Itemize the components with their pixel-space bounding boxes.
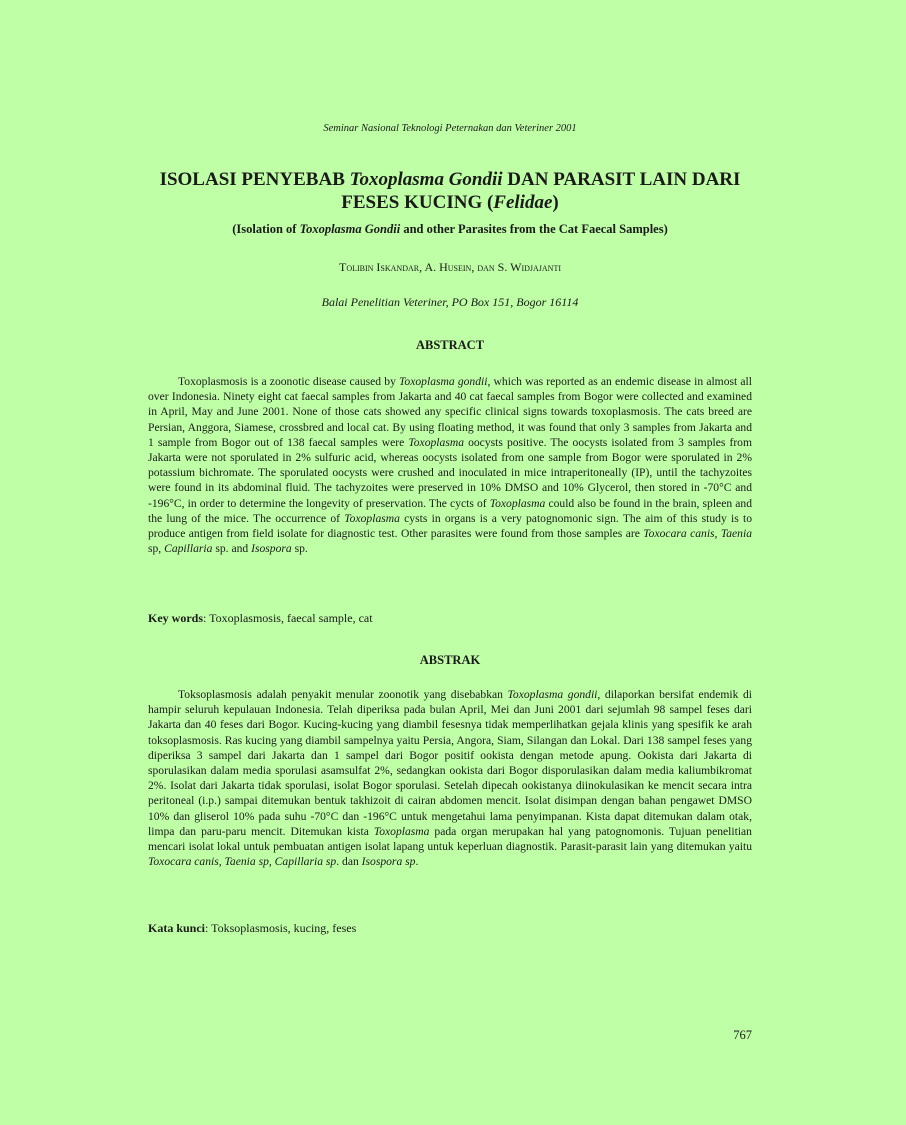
kata-kunci-label: Kata kunci <box>148 921 206 935</box>
abstrak-text: pada organ merupakan hal yang patognomonis. Tujuan penelitian mencari isolat lokal untuk pembuatan antigen isolat lapang untuk keperluan diagnostik. Parasit-parasit lain yang ditemukan yaitu <box>148 824 752 854</box>
abstract-text: sp. <box>291 542 308 556</box>
abstrak-heading: ABSTRAK <box>419 653 481 667</box>
abstrak-paragraph <box>148 687 752 869</box>
abstract-italic: Toxoplasma gondii <box>399 375 488 388</box>
abstract-italic: Capillaria <box>164 542 213 556</box>
abstract-text: cysts in organs is a very patognomonic sign. The aim of this study is to produce antigen from field isolate for diagnostic test. Other parasites were found from those samples are <box>148 511 752 541</box>
title-part-2: DAN PARASIT LAIN DARI FESES KUCING ( <box>341 169 741 213</box>
title-part-3: ) <box>552 192 559 213</box>
abstract-italic: Isospora <box>251 542 292 556</box>
title-italic-2: Felidae <box>493 192 553 213</box>
kata-kunci <box>148 921 752 936</box>
authors: Tolibin Iskandar, A. Husein, dan S. Widjajanti <box>339 260 561 274</box>
abstract-italic: Toxoplasma <box>344 511 400 525</box>
abstract-body <box>148 374 752 556</box>
abstrak-text: . <box>415 855 419 869</box>
abstrak-italic: Isospora sp <box>361 855 416 869</box>
abstract-italic: Toxoplasma <box>489 496 546 510</box>
abstrak-text: , dilaporkan bersifat endemik di hampir seluruh kepulauan Indonesia. Telah diperiksa pada bulan April, Mei dan Juni 2001 dari sejumlah 98 sampel feses dari Jakarta dan 40 feses dari Bogor. Kucing-kucing yang diambil fesesnya tidak memperlihatkan gejala klinis yang spesifik ke arah toksoplasmosis. Ras kucing yang diambil sampelnya yaitu Persia, Angora, Siam, Silangan dan Lokal. Dari 138 sampel feses yang diperiksa 3 sampel dari Jakarta dan 1 sampel dari Bogor positif ookista dengan metode apung. Ookista dari Jakarta di sporulasikan dalam media sporulasi asamsulfat 2%, sedangkan ookista dari Bogor disporulasikan dalam media kaliumbikromat 2%. Isolat dari Jakarta tidak sporulasi, isolat Bogor sporulasi. Setelah dipecah ookistanya diinokulasikan ke mencit secara intra peritoneal (i.p.) sampai ditemukan bentuk takhizoit di cairan abdomen mencit. Isolat disimpan dengan bahan pengawet DMSO 10% dan gliserol 10% pada suhu -70°C dan -196°C untuk mengetahui lama penyimpanan. Kista dapat ditemukan dalam otak, limpa dan paru-paru mencit. Ditemukan kista <box>148 688 752 838</box>
abstract-italic: Toxocara canis, Taenia <box>643 527 753 541</box>
kata-kunci-text: : Toksoplasmosis, kucing, feses <box>205 921 357 935</box>
abstrak-italic: Toxocara canis, Taenia sp, Capillaria sp <box>148 855 337 869</box>
title-part-1: ISOLASI PENYEBAB <box>159 169 350 190</box>
abstrak-body <box>148 687 752 869</box>
abstract-text: sp, <box>148 542 165 556</box>
page-number: 767 <box>733 1028 752 1042</box>
abstract-text: sp. and <box>212 542 252 556</box>
abstrak-text: . dan <box>336 855 362 869</box>
running-header: Seminar Nasional Teknologi Peternakan dan Veteriner 2001 <box>323 123 577 134</box>
abstract-paragraph <box>148 374 752 556</box>
abstract-heading: ABSTRACT <box>415 338 485 352</box>
abstrak-italic: Toxoplasma gondii <box>507 688 598 701</box>
subtitle-italic: Toxoplasma Gondii <box>299 222 401 236</box>
paper-title <box>148 168 752 214</box>
abstract-italic: Toxoplasma <box>408 435 464 449</box>
abstract-text: could also be found in the brain, spleen and the lung of the mice. The occurrence of <box>148 496 752 525</box>
abstrak-italic: Toxoplasma <box>373 824 430 838</box>
keywords-label: Key words <box>148 611 203 625</box>
keywords <box>148 611 752 626</box>
affiliation: Balai Penelitian Veteriner, PO Box 151, Bogor 16114 <box>321 295 579 309</box>
paper-page <box>148 0 752 1125</box>
subtitle-part-2: and other Parasites from the Cat Faecal Samples) <box>400 222 668 236</box>
abstract-text: Toxoplasmosis is a zoonotic disease caused by <box>178 375 400 388</box>
title-italic-1: Toxoplasma Gondii <box>349 169 503 190</box>
abstract-text: oocysts positive. The oocysts isolated from 3 samples from Jakarta were not sporulated in 2% sulfuric acid, whereas oocysts isolated from one sample from Bogor were sporulated in 2% potassium bichromate. The sporulated oocysts were crushed and inoculated in mice intraperitoneally (IP), until the tachyzoites were found in its abdominal fluid. The tachyzoites were preserved in 10% DMSO and 10% Glycerol, then stored in -70°C and -196°C, in order to determine the longevity of preservation. The cycts of <box>148 435 752 510</box>
paper-subtitle <box>148 222 752 237</box>
keywords-text: : Toxoplasmosis, faecal sample, cat <box>203 611 373 625</box>
subtitle-part-1: (Isolation of <box>232 222 300 236</box>
abstrak-text: Toksoplasmosis adalah penyakit menular zoonotik yang disebabkan <box>178 688 508 701</box>
abstract-text: , which was reported as an endemic disease in almost all over Indonesia. Ninety eight cat faecal samples from Jakarta and 40 cat faecal samples from Bogor were collected and examined in April, May and June 2001. None of those cats showed any specific clinical signs towards toxoplasmosis. The cats breed are Persian, Anggora, Siamese, crossbred and local cat. By using floating method, it was found that only 3 samples from Jakarta and 1 sample from Bogor out of 138 faecal samples were <box>148 375 752 449</box>
